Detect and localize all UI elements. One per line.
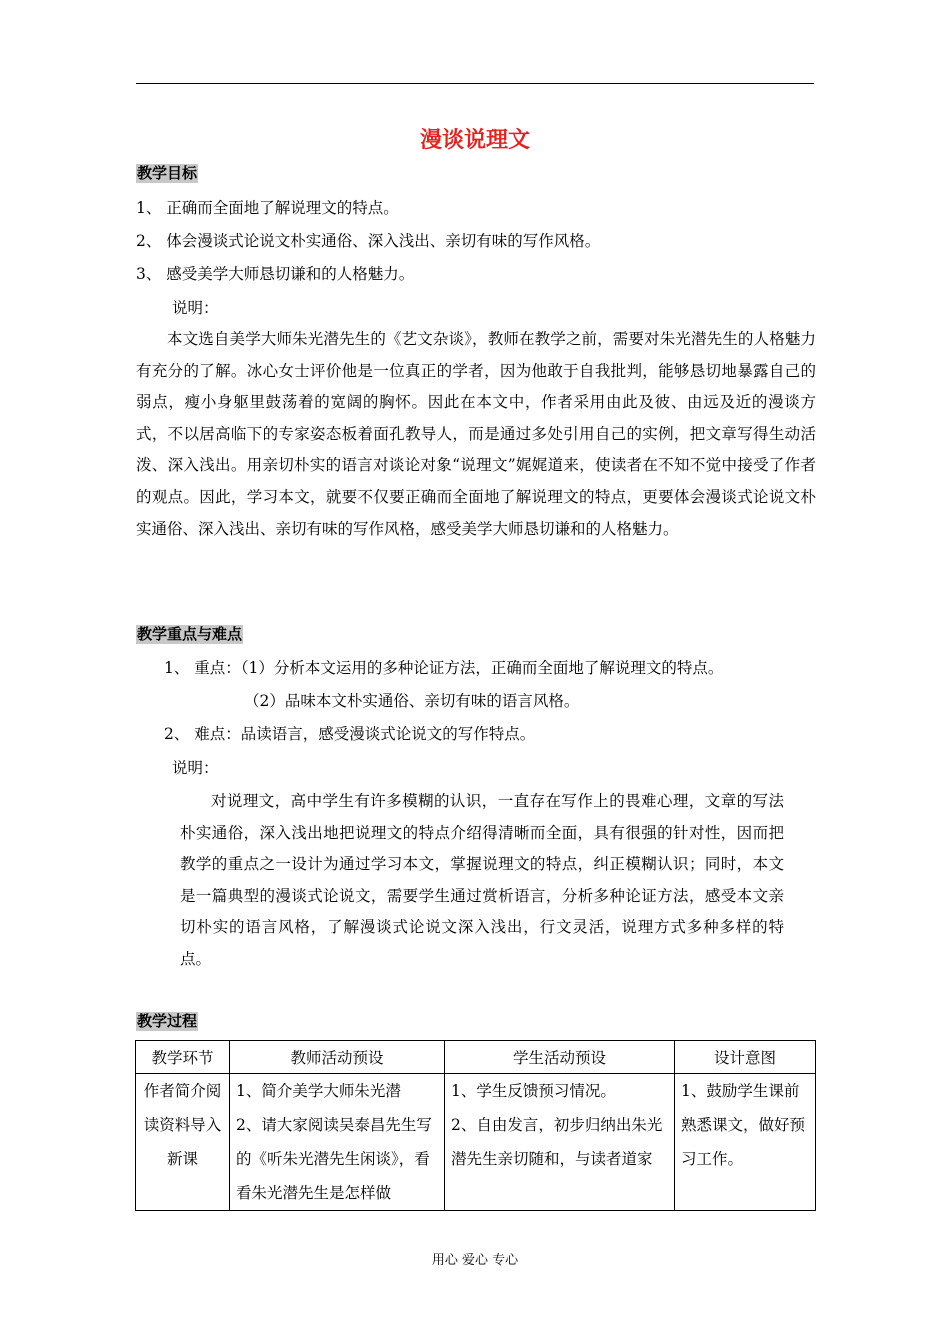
student-activity-cell: 1、学生反馈预习情况。 2、自由发言，初步归纳出朱光潜先生亲切随和，与读者道家 — [445, 1074, 675, 1211]
header-rule — [136, 83, 814, 84]
teacher-activity-cell: 1、简介美学大师朱光潜 2、请大家阅读吴泰昌先生写的《听朱光潜先生闲谈》，看看朱光潜先生是怎样做 — [230, 1074, 445, 1211]
table-header-cell: 设计意图 — [675, 1041, 816, 1074]
goal-item-2: 2、 体会漫谈式论说文朴实通俗、深入浅出、亲切有味的写作风格。 — [136, 232, 601, 250]
table-header-row — [136, 1041, 816, 1074]
note-label: 说明： — [172, 299, 219, 317]
goal-item-1: 1、 正确而全面地了解说理文的特点。 — [136, 199, 399, 217]
process-table — [135, 1040, 816, 1211]
goals-explanation — [136, 324, 816, 545]
goal-item-3: 3、 感受美学大师恳切谦和的人格魅力。 — [136, 265, 415, 283]
section-heading-goals: 教学目标 — [137, 164, 198, 182]
note-label-2: 说明： — [172, 759, 219, 777]
table-header-cell: 教学环节 — [136, 1041, 230, 1074]
page-footer: 用心 爱心 专心 — [431, 1253, 519, 1268]
key-explanation-text: 对说理文，高中学生有许多模糊的认识，一直存在写作上的畏难心理，文章的写法朴实通俗，深入浅出地把说理文的特点介绍得清晰而全面，具有很强的针对性，因而把教学的重点之一设计为通过学习本文，掌握说理文的特点，纠正模糊认识；同时，本文是一篇典型的漫谈式论说文，需要学生通过赏析语言，分析多种论证方法，感受本文亲切朴实的语言风格，了解漫谈式论说文深入浅出，行文灵活，说理方式多种多样的特点。 — [180, 792, 784, 968]
design-intent-cell: 1、鼓励学生课前熟悉课文，做好预习工作。 — [675, 1074, 816, 1211]
section-heading-process: 教学过程 — [137, 1012, 198, 1030]
key-explanation — [180, 786, 784, 976]
section-heading-key-points: 教学重点与难点 — [137, 625, 243, 643]
key-point-1: 1、 重点：（1）分析本文运用的多种论证方法，正确而全面地了解说理文的特点。 — [164, 659, 724, 677]
table-header-cell: 教师活动预设 — [230, 1041, 445, 1074]
difficulty-point: 2、 难点：品读语言，感受漫谈式论说文的写作特点。 — [164, 725, 536, 743]
document-title: 漫谈说理文 — [419, 127, 530, 153]
table-header-cell: 学生活动预设 — [445, 1041, 675, 1074]
goals-explanation-text: 本文选自美学大师朱光潜先生的《艺文杂谈》，教师在教学之前，需要对朱光潜先生的人格魅力有充分的了解。冰心女士评价他是一位真正的学者，因为他敢于自我批判，能够恳切地暴露自己的弱点，瘦小身躯里鼓荡着的宽阔的胸怀。因此在本文中，作者采用由此及彼、由远及近的漫谈方式，不以居高临下的专家姿态板着面孔教导人，而是通过多处引用自己的实例，把文章写得生动活泼、深入浅出。用亲切朴实的语言对谈论对象“说理文”娓娓道来，使读者在不知不觉中接受了作者的观点。因此，学习本文，就要不仅要正确而全面地了解说理文的特点，更要体会漫谈式论说文朴实通俗、深入浅出、亲切有味的写作风格，感受美学大师恳切谦和的人格魅力。 — [136, 330, 816, 538]
key-point-1-sub: （2）品味本文朴实通俗、亲切有味的语言风格。 — [244, 692, 580, 710]
stage-cell: 作者简介阅读资料导入新课 — [136, 1074, 230, 1211]
table-row — [136, 1074, 816, 1211]
